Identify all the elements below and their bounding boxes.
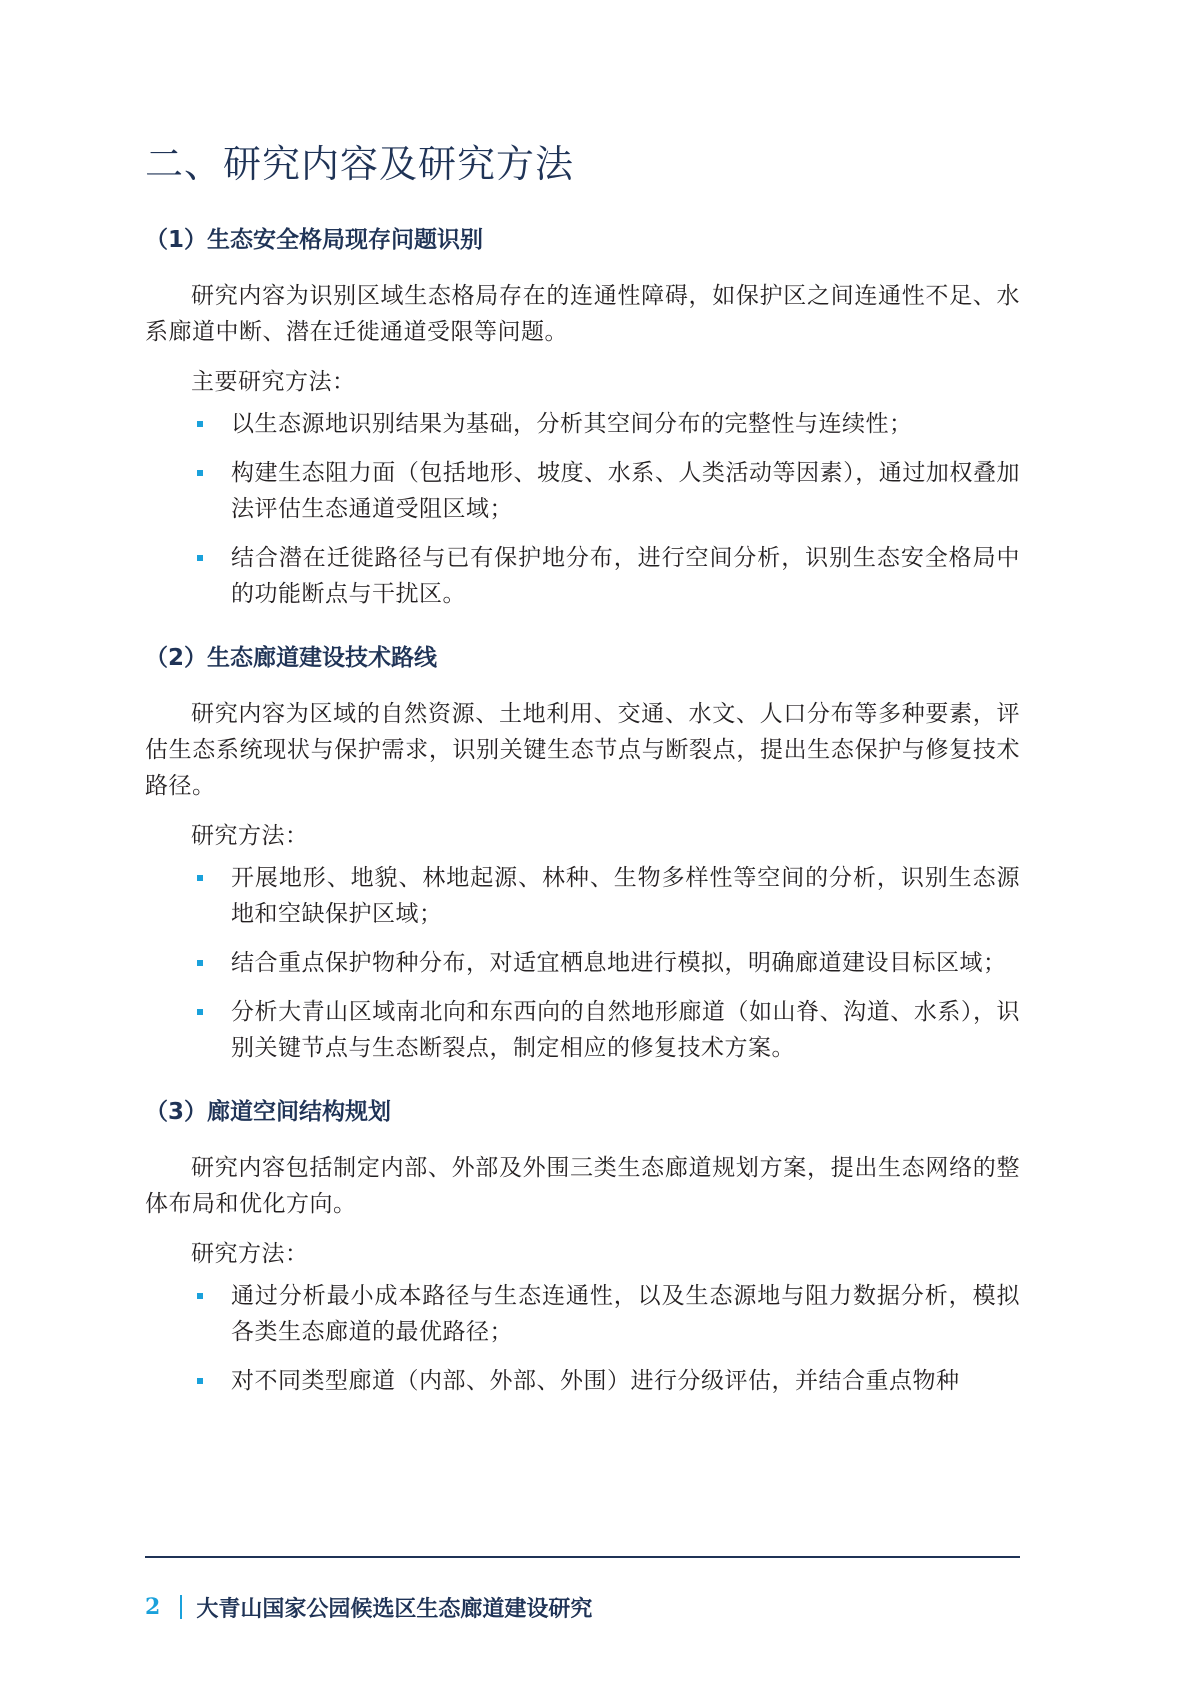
section-heading: （3）廊道空间结构规划 bbox=[145, 1099, 392, 1125]
methods-label: 研究方法： bbox=[191, 823, 309, 849]
section-heading: （2）生态廊道建设技术路线 bbox=[145, 645, 438, 671]
section-heading: （1）生态安全格局现存问题识别 bbox=[145, 227, 484, 253]
method-item bbox=[145, 860, 1020, 932]
method-item-text: 以生态源地识别结果为基础，分析其空间分布的完整性与连续性； bbox=[231, 411, 913, 437]
method-item-text: 开展地形、地貌、林地起源、林种、生物多样性等空间的分析，识别生态源地和空缺保护区域； bbox=[231, 865, 1020, 927]
section-content-paragraph: 研究内容为识别区域生态格局存在的连通性障碍，如保护区之间连通性不足、水系廊道中断、潜在迁徙通道受限等问题。 bbox=[145, 283, 1020, 345]
square-bullet-icon bbox=[197, 960, 203, 966]
method-item bbox=[145, 540, 1020, 612]
method-item bbox=[145, 945, 1020, 981]
methods-list bbox=[145, 406, 1020, 612]
page-footer bbox=[145, 1592, 592, 1622]
section-content-paragraph: 研究内容包括制定内部、外部及外围三类生态廊道规划方案，提出生态网络的整体布局和优化方向。 bbox=[145, 1155, 1020, 1217]
section-content-paragraph: 研究内容为区域的自然资源、土地利用、交通、水文、人口分布等多种要素，评估生态系统现状与保护需求，识别关键生态节点与断裂点，提出生态保护与修复技术路径。 bbox=[145, 701, 1020, 799]
methods-list bbox=[145, 1278, 1020, 1399]
method-item bbox=[145, 1363, 1020, 1399]
methods-list bbox=[145, 860, 1020, 1066]
footer-divider-line bbox=[145, 1556, 1020, 1558]
square-bullet-icon bbox=[197, 555, 203, 561]
section-spatial-structure-planning bbox=[145, 1096, 1020, 1399]
method-item bbox=[145, 455, 1020, 527]
footer-separator bbox=[180, 1595, 182, 1619]
page-number: 2 bbox=[145, 1594, 161, 1620]
method-item-text: 通过分析最小成本路径与生态连通性，以及生态源地与阻力数据分析，模拟各类生态廊道的最优路径； bbox=[231, 1283, 1020, 1345]
method-item-text: 构建生态阻力面（包括地形、坡度、水系、人类活动等因素），通过加权叠加法评估生态通道受阻区域； bbox=[231, 460, 1020, 522]
section-problem-identification bbox=[145, 224, 1020, 612]
section-corridor-technical-route bbox=[145, 642, 1020, 1066]
methods-label: 研究方法： bbox=[191, 1241, 309, 1267]
square-bullet-icon bbox=[197, 421, 203, 427]
method-item bbox=[145, 994, 1020, 1066]
page-content bbox=[145, 140, 1020, 1429]
chapter-title: 二、研究内容及研究方法 bbox=[145, 142, 575, 186]
method-item-text: 结合重点保护物种分布，对适宜栖息地进行模拟，明确廊道建设目标区域； bbox=[231, 950, 1007, 976]
square-bullet-icon bbox=[197, 1009, 203, 1015]
footer-document-title: 大青山国家公园候选区生态廊道建设研究 bbox=[196, 1596, 593, 1622]
method-item-text: 结合潜在迁徙路径与已有保护地分布，进行空间分析，识别生态安全格局中的功能断点与干扰区。 bbox=[231, 545, 1020, 607]
methods-label: 主要研究方法： bbox=[191, 369, 356, 395]
square-bullet-icon bbox=[197, 1378, 203, 1384]
method-item-text: 分析大青山区域南北向和东西向的自然地形廊道（如山脊、沟道、水系），识别关键节点与生态断裂点，制定相应的修复技术方案。 bbox=[231, 999, 1020, 1061]
square-bullet-icon bbox=[197, 1293, 203, 1299]
method-item-text: 对不同类型廊道（内部、外部、外围）进行分级评估，并结合重点物种 bbox=[231, 1368, 960, 1394]
method-item bbox=[145, 1278, 1020, 1350]
square-bullet-icon bbox=[197, 470, 203, 476]
method-item bbox=[145, 406, 1020, 442]
square-bullet-icon bbox=[197, 875, 203, 881]
